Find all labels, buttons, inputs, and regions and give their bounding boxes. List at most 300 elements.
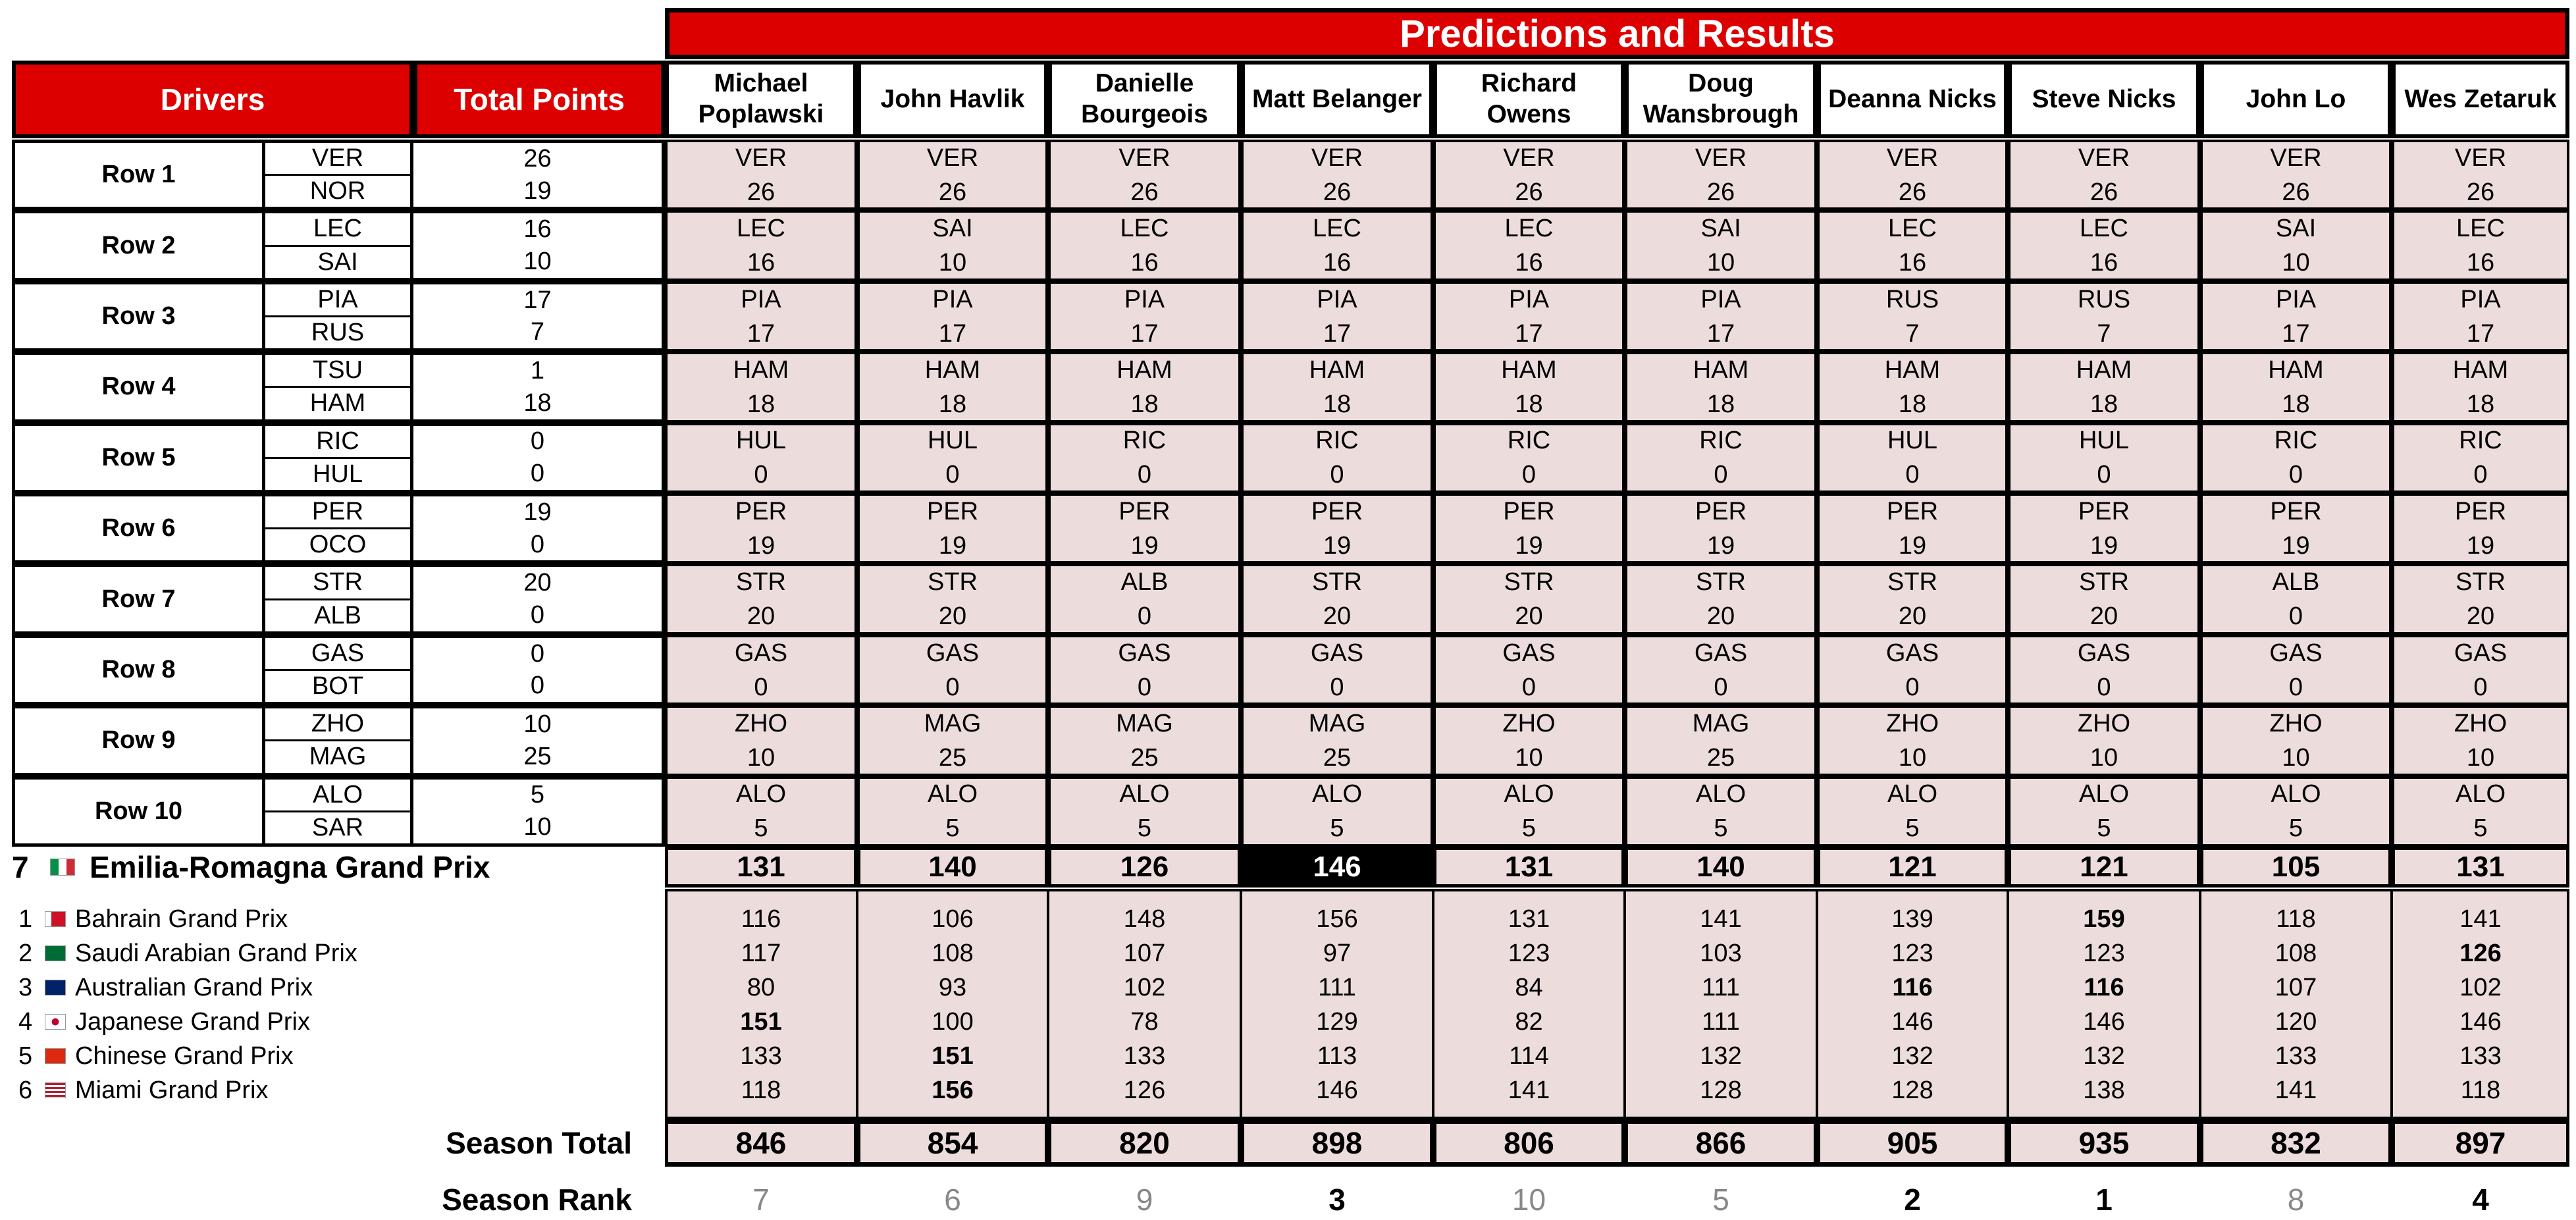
history-score: 93 <box>938 973 967 1001</box>
predicted-points: 26 <box>1130 178 1159 206</box>
predicted-points: 0 <box>2097 673 2111 701</box>
predicted-points: 10 <box>1706 249 1735 277</box>
predicted-points: 16 <box>747 249 775 277</box>
season-total-value: 854 <box>857 1119 1048 1167</box>
predicted-driver: VER <box>735 144 787 172</box>
prediction-cell <box>1625 140 1817 210</box>
driver-code: STR <box>313 568 363 597</box>
driver-points: 18 <box>523 388 552 417</box>
driver-points: 19 <box>523 498 552 526</box>
prediction-cell <box>2392 352 2569 422</box>
predicted-points: 25 <box>938 743 967 772</box>
history-gp-name: Chinese Grand Prix <box>75 1042 294 1070</box>
season-total-value: 935 <box>2008 1119 2200 1167</box>
prediction-cell <box>665 776 857 847</box>
driver-points: 19 <box>523 176 552 205</box>
prediction-cell <box>2392 635 2569 705</box>
predicted-driver: ALO <box>1695 780 1747 809</box>
driver-points: 25 <box>523 742 552 770</box>
prediction-cell <box>1433 705 1625 776</box>
predicted-points: 0 <box>1137 602 1152 631</box>
season-rank-value: 10 <box>1511 1182 1546 1217</box>
predicted-driver: VER <box>1311 144 1363 172</box>
prediction-cell <box>665 564 857 634</box>
prediction-cell <box>2200 776 2392 847</box>
predicted-driver: PER <box>1503 497 1555 525</box>
predicted-points: 0 <box>1714 673 1728 701</box>
predicted-driver: GAS <box>1694 639 1748 667</box>
predicted-points: 26 <box>2282 178 2310 206</box>
predicted-driver: ALO <box>735 780 787 809</box>
prediction-cell <box>2008 776 2200 847</box>
history-score: 159 <box>2083 905 2125 933</box>
predicted-driver: STR <box>1887 568 1937 597</box>
prediction-cell <box>857 423 1048 493</box>
history-score: 123 <box>1508 939 1550 967</box>
predicted-points: 19 <box>2466 531 2495 560</box>
season-rank-label: Season Rank <box>442 1182 632 1217</box>
predicted-points: 18 <box>1515 390 1543 418</box>
row-drivers <box>262 352 413 422</box>
row-points <box>413 564 665 634</box>
predicted-points: 18 <box>1706 390 1735 418</box>
history-score: 151 <box>932 1042 974 1070</box>
predicted-points: 0 <box>945 673 960 701</box>
driver-code: HUL <box>265 457 410 490</box>
predicted-driver: VER <box>2454 144 2507 172</box>
history-score: 107 <box>1123 939 1166 967</box>
participant-name: Doug Wansbrough <box>1625 61 1817 138</box>
predicted-driver: LEC <box>737 215 785 243</box>
predicted-points: 26 <box>2466 178 2495 206</box>
driver-code: ALB <box>265 598 410 631</box>
predicted-points: 0 <box>2097 461 2111 489</box>
prediction-cell <box>2008 140 2200 210</box>
prediction-cell <box>2200 423 2392 493</box>
predicted-points: 19 <box>938 531 967 560</box>
driver-code: VER <box>311 144 364 172</box>
prediction-cell <box>2200 635 2392 705</box>
prediction-cell <box>857 564 1048 634</box>
history-score: 116 <box>2084 973 2124 1001</box>
history-gp-number: 6 <box>18 1076 33 1104</box>
row-drivers <box>262 776 413 847</box>
predicted-points: 17 <box>747 319 775 348</box>
prediction-cell <box>1433 140 1625 210</box>
predicted-driver: PIA <box>1700 285 1741 313</box>
history-gp-label <box>18 1039 294 1073</box>
predicted-points: 5 <box>2097 814 2111 843</box>
predicted-driver: VER <box>926 144 979 172</box>
row-label: Row 5 <box>12 423 262 493</box>
prediction-cell <box>1241 423 1433 493</box>
predicted-driver: LEC <box>1888 215 1937 243</box>
driver-points: 10 <box>523 247 552 275</box>
predicted-points: 25 <box>1323 743 1352 772</box>
predicted-driver: RUS <box>1885 285 1939 313</box>
history-score: 114 <box>1509 1042 1549 1070</box>
row-drivers <box>262 705 413 776</box>
italy-flag-icon <box>50 859 75 876</box>
driver-code: PIA <box>317 285 358 313</box>
driver-code: RUS <box>265 315 410 348</box>
predicted-points: 5 <box>1330 814 1344 843</box>
history-gp-number: 2 <box>18 939 33 967</box>
predicted-points: 19 <box>2090 531 2118 560</box>
predicted-driver: LEC <box>1504 215 1554 243</box>
prediction-cell <box>1433 776 1625 847</box>
history-score: 146 <box>2083 1007 2125 1036</box>
predicted-points: 18 <box>1130 390 1159 418</box>
predicted-driver: ALO <box>2455 780 2506 809</box>
driver-points: 26 <box>523 144 552 172</box>
predicted-driver: ALB <box>1120 568 1169 597</box>
predicted-driver: PER <box>926 497 979 525</box>
season-rank-value: 4 <box>2472 1182 2489 1217</box>
row-drivers <box>262 493 413 564</box>
predicted-driver: ZHO <box>734 709 788 737</box>
prediction-cell <box>2200 493 2392 564</box>
history-score: 132 <box>1891 1042 1933 1070</box>
row-drivers <box>262 564 413 634</box>
history-score: 146 <box>1316 1076 1358 1104</box>
row-label: Row 4 <box>12 352 262 422</box>
predicted-points: 19 <box>1898 531 1927 560</box>
row-points <box>413 281 665 352</box>
season-total-value: 846 <box>665 1119 857 1167</box>
history-score: 139 <box>1891 905 1933 933</box>
history-score: 132 <box>2083 1042 2125 1070</box>
current-gp-score: 121 <box>1817 847 2008 888</box>
history-score: 128 <box>1700 1076 1742 1104</box>
driver-code: SAI <box>265 245 410 278</box>
predicted-points: 26 <box>1515 178 1543 206</box>
predicted-driver: RIC <box>1122 427 1167 455</box>
history-gp-number: 3 <box>18 973 33 1001</box>
history-score: 116 <box>741 905 781 933</box>
predicted-points: 0 <box>754 673 768 701</box>
predicted-points: 0 <box>2288 602 2303 631</box>
predicted-points: 5 <box>2288 814 2303 843</box>
predicted-points: 16 <box>1515 249 1543 277</box>
predicted-points: 16 <box>2090 249 2118 277</box>
predicted-points: 17 <box>1706 319 1735 348</box>
prediction-cell <box>2392 564 2569 634</box>
history-gp-name: Japanese Grand Prix <box>75 1007 310 1036</box>
season-total-value: 898 <box>1241 1119 1433 1167</box>
current-gp-score: 140 <box>857 847 1048 888</box>
predicted-points: 20 <box>2466 602 2495 631</box>
predicted-driver: PIA <box>1317 285 1357 313</box>
history-score: 116 <box>1892 973 1933 1001</box>
history-score: 82 <box>1515 1007 1543 1036</box>
row-points <box>413 210 665 280</box>
season-rank-value: 6 <box>944 1182 961 1217</box>
predicted-driver: PIA <box>1124 285 1165 313</box>
predicted-points: 17 <box>2282 319 2310 348</box>
predicted-driver: PER <box>1118 497 1170 525</box>
predicted-driver: HAM <box>924 356 981 384</box>
current-gp-score: 140 <box>1625 847 1817 888</box>
predicted-points: 17 <box>1323 319 1352 348</box>
season-total-label: Season Total <box>446 1126 632 1160</box>
season-total-value: 905 <box>1817 1119 2008 1167</box>
row-drivers <box>262 635 413 705</box>
participant-name: Richard Owens <box>1433 61 1625 138</box>
predicted-points: 18 <box>2466 390 2495 418</box>
prediction-cell <box>1048 776 1241 847</box>
predicted-points: 5 <box>945 814 960 843</box>
row-label: Row 3 <box>12 281 262 352</box>
history-gp-label <box>18 1005 310 1039</box>
prediction-cell <box>1048 635 1241 705</box>
history-score: 146 <box>1891 1007 1933 1036</box>
predicted-points: 20 <box>1323 602 1352 631</box>
prediction-cell <box>1433 352 1625 422</box>
prediction-cell <box>2200 564 2392 634</box>
driver-code: RIC <box>316 427 359 455</box>
row-label: Row 7 <box>12 564 262 634</box>
history-score: 118 <box>741 1076 781 1104</box>
history-score: 108 <box>2274 939 2317 967</box>
predicted-points: 26 <box>938 178 967 206</box>
predicted-driver: ALO <box>1887 780 1938 809</box>
driver-code: MAG <box>265 739 410 772</box>
predicted-driver: MAG <box>1308 709 1366 737</box>
history-score: 117 <box>741 939 781 967</box>
history-gp-label <box>18 936 357 970</box>
driver-points: 0 <box>530 672 545 700</box>
predicted-points: 16 <box>1898 249 1927 277</box>
participant-name: Steve Nicks <box>2008 61 2200 138</box>
predicted-driver: HAM <box>1884 356 1941 384</box>
predicted-driver: HAM <box>1501 356 1557 384</box>
predicted-driver: HUL <box>735 427 787 455</box>
drivers-header: Drivers <box>12 61 413 138</box>
driver-code: OCO <box>265 527 410 560</box>
prediction-cell <box>1817 776 2008 847</box>
prediction-cell <box>1241 281 1433 352</box>
history-score: 102 <box>1123 973 1166 1001</box>
prediction-cell <box>1048 210 1241 280</box>
predicted-driver: STR <box>928 568 978 597</box>
history-score: 100 <box>932 1007 974 1036</box>
prediction-cell <box>2392 705 2569 776</box>
participant-name: Wes Zetaruk <box>2392 61 2569 138</box>
predicted-points: 0 <box>1905 461 1920 489</box>
row-points <box>413 635 665 705</box>
prediction-cell <box>1625 564 1817 634</box>
predicted-points: 10 <box>938 249 967 277</box>
season-rank-value: 9 <box>1136 1182 1153 1217</box>
prediction-cell <box>857 493 1048 564</box>
prediction-cell <box>1625 210 1817 280</box>
row-label: Row 2 <box>12 210 262 280</box>
predicted-points: 18 <box>1323 390 1352 418</box>
history-score: 108 <box>932 939 974 967</box>
saudi-flag-icon <box>45 945 66 961</box>
predicted-driver: STR <box>1312 568 1362 597</box>
prediction-cell <box>2008 705 2200 776</box>
history-score: 151 <box>740 1007 782 1036</box>
prediction-cell <box>1625 352 1817 422</box>
prediction-cell <box>1625 281 1817 352</box>
predicted-driver: HUL <box>1887 427 1938 455</box>
driver-points: 17 <box>523 286 552 314</box>
prediction-cell <box>2200 352 2392 422</box>
predicted-points: 19 <box>2282 531 2310 560</box>
driver-points: 10 <box>523 813 552 841</box>
predicted-driver: ZHO <box>1885 709 1939 737</box>
history-score: 78 <box>1130 1007 1159 1036</box>
prediction-cell <box>1241 493 1433 564</box>
predicted-points: 25 <box>1130 743 1159 772</box>
prediction-cell <box>2392 281 2569 352</box>
predicted-points: 26 <box>1898 178 1927 206</box>
predicted-driver: VER <box>1886 144 1939 172</box>
predicted-driver: ALO <box>2078 780 2130 809</box>
driver-code: TSU <box>313 356 363 385</box>
predicted-driver: RIC <box>2459 427 2502 455</box>
prediction-cell <box>1625 635 1817 705</box>
driver-points: 10 <box>523 710 552 739</box>
prediction-cell <box>2008 210 2200 280</box>
predicted-points: 5 <box>1714 814 1728 843</box>
history-score: 102 <box>2459 973 2502 1001</box>
row-points <box>413 423 665 493</box>
prediction-cell <box>1433 423 1625 493</box>
prediction-cell <box>857 210 1048 280</box>
predicted-points: 20 <box>938 602 967 631</box>
history-gp-number: 5 <box>18 1042 33 1070</box>
predicted-driver: PIA <box>2275 285 2317 313</box>
history-score: 132 <box>1700 1042 1742 1070</box>
predicted-driver: VER <box>1503 144 1555 172</box>
predicted-driver: GAS <box>1310 639 1364 667</box>
predicted-driver: SAI <box>932 215 973 243</box>
predicted-points: 17 <box>1130 319 1159 348</box>
driver-points: 0 <box>530 460 545 488</box>
predicted-points: 0 <box>945 461 960 489</box>
predicted-driver: ALO <box>1504 780 1554 809</box>
current-gp-score: 131 <box>1433 847 1625 888</box>
predicted-points: 0 <box>1330 461 1344 489</box>
predicted-driver: VER <box>1695 144 1747 172</box>
predicted-driver: RIC <box>2274 427 2318 455</box>
prediction-cell <box>2008 423 2200 493</box>
row-points <box>413 776 665 847</box>
predicted-points: 0 <box>2473 461 2488 489</box>
predicted-driver: GAS <box>2269 639 2323 667</box>
season-rank-value: 1 <box>2095 1182 2113 1217</box>
predicted-driver: ALO <box>1311 780 1363 809</box>
predicted-driver: PER <box>2078 497 2130 525</box>
driver-code: ALO <box>312 780 363 809</box>
predicted-driver: STR <box>2456 568 2506 597</box>
predicted-driver: ZHO <box>1502 709 1556 737</box>
predicted-points: 0 <box>2473 673 2488 701</box>
driver-points: 0 <box>530 427 545 456</box>
predicted-driver: LEC <box>1120 215 1169 243</box>
season-total-value: 820 <box>1048 1119 1241 1167</box>
row-label: Row 8 <box>12 635 262 705</box>
predicted-driver: ALO <box>927 780 978 809</box>
participant-name: John Lo <box>2200 61 2392 138</box>
prediction-cell <box>1625 493 1817 564</box>
predicted-driver: GAS <box>926 639 980 667</box>
prediction-cell <box>1241 140 1433 210</box>
history-score: 133 <box>740 1042 782 1070</box>
predicted-points: 20 <box>1515 602 1543 631</box>
driver-code: SAR <box>265 810 410 843</box>
predicted-driver: GAS <box>2077 639 2131 667</box>
participant-name: Michael Poplawski <box>665 61 857 138</box>
predicted-points: 5 <box>754 814 768 843</box>
season-total-value: 897 <box>2392 1119 2569 1167</box>
prediction-cell <box>1048 493 1241 564</box>
prediction-cell <box>1625 776 1817 847</box>
prediction-cell <box>1048 705 1241 776</box>
prediction-cell <box>2200 705 2392 776</box>
prediction-cell <box>1241 635 1433 705</box>
prediction-cell <box>665 210 857 280</box>
season-total-value: 832 <box>2200 1119 2392 1167</box>
predicted-driver: ALB <box>2272 568 2320 597</box>
predicted-driver: PER <box>1311 497 1363 525</box>
prediction-cell <box>665 493 857 564</box>
predicted-points: 0 <box>754 461 768 489</box>
history-score: 123 <box>1891 939 1933 967</box>
season-rank-value: 2 <box>1904 1182 1921 1217</box>
prediction-cell <box>1241 705 1433 776</box>
row-label: Row 9 <box>12 705 262 776</box>
total-points-header: Total Points <box>413 61 665 138</box>
current-gp-score: 131 <box>665 847 857 888</box>
history-score: 126 <box>1123 1076 1166 1104</box>
predicted-driver: VER <box>2270 144 2322 172</box>
driver-points: 1 <box>530 357 545 385</box>
predicted-driver: GAS <box>1118 639 1171 667</box>
current-gp-score: 131 <box>2392 847 2569 888</box>
driver-code: BOT <box>265 669 410 702</box>
season-rank-value: 8 <box>2287 1182 2305 1217</box>
participant-name: Matt Belanger <box>1241 61 1433 138</box>
predicted-driver: HAM <box>2268 356 2324 384</box>
predicted-points: 26 <box>1323 178 1352 206</box>
history-score: 129 <box>1316 1007 1358 1036</box>
predicted-points: 19 <box>1706 531 1735 560</box>
predicted-driver: MAG <box>1692 709 1750 737</box>
current-gp-score: 146 <box>1241 847 1433 888</box>
prediction-cell <box>2008 352 2200 422</box>
predicted-driver: HUL <box>2078 427 2130 455</box>
predicted-points: 16 <box>1130 249 1159 277</box>
predicted-driver: SAI <box>1700 215 1741 243</box>
row-label: Row 10 <box>12 776 262 847</box>
predicted-driver: PER <box>1695 497 1747 525</box>
history-score: 146 <box>2459 1007 2502 1036</box>
prediction-cell <box>1817 281 2008 352</box>
predicted-points: 18 <box>747 390 775 418</box>
prediction-cell <box>1048 352 1241 422</box>
prediction-cell <box>1048 281 1241 352</box>
driver-points: 5 <box>530 781 545 809</box>
prediction-cell <box>2008 635 2200 705</box>
predicted-driver: HAM <box>1693 356 1749 384</box>
predicted-points: 7 <box>1905 319 1920 348</box>
prediction-cell <box>2008 493 2200 564</box>
current-gp-name: Emilia-Romagna Grand Prix <box>90 850 490 884</box>
